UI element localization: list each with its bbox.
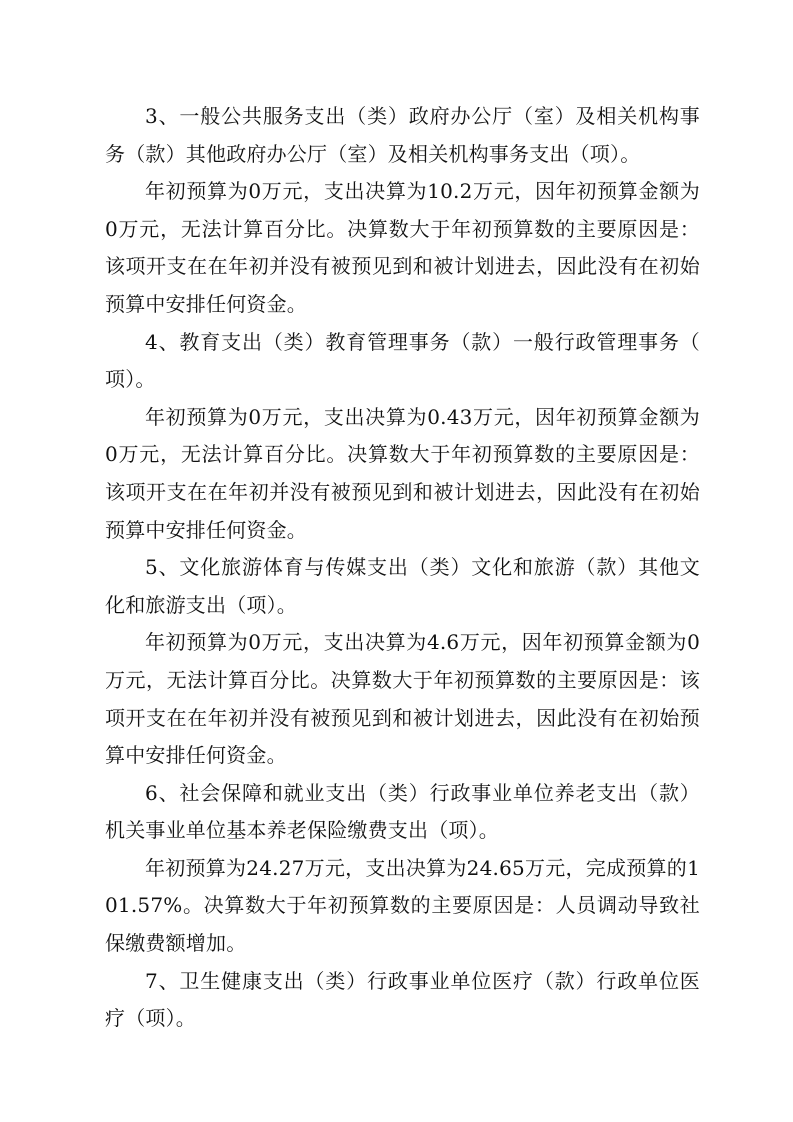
section-heading-7: 7、卫生健康支出（类）行政事业单位医疗（款）行政单位医疗（项）。	[105, 968, 700, 1031]
section-body-3: 年初预算为0万元，支出决算为10.2万元，因年初预算金额为0万元，无法计算百分比。决算数大于年初预算数的主要原因是：该项开支在在年初并没有被预见到和被计划进去，因此没有在初始预算中安排任何资金。	[105, 179, 700, 316]
section-body-4: 年初预算为0万元，支出决算为0.43万元，因年初预算金额为0万元，无法计算百分比。决算数大于年初预算数的主要原因是：该项开支在在年初并没有被预见到和被计划进去，因此没有在初始预算中安排任何资金。	[105, 404, 700, 542]
section-heading-4: 4、教育支出（类）教育管理事务（款）一般行政管理事务（项）。	[105, 329, 700, 392]
section-heading-3: 3、一般公共服务支出（类）政府办公厅（室）及相关机构事务（款）其他政府办公厅（室）及相关机构事务支出（项）。	[105, 104, 700, 166]
section-heading-5: 5、文化旅游体育与传媒支出（类）文化和旅游（款）其他文化和旅游支出（项）。	[105, 555, 700, 617]
section-body-6: 年初预算为24.27万元，支出决算为24.65万元，完成预算的101.57%。决算数大于年初预算数的主要原因是：人员调动导致社保缴费额增加。	[105, 855, 700, 956]
document-body	[105, 98, 700, 1038]
section-heading-6: 6、社会保障和就业支出（类）行政事业单位养老支出（款）机关事业单位基本养老保险缴费支出（项）。	[105, 780, 700, 843]
section-body-5: 年初预算为0万元，支出决算为4.6万元，因年初预算金额为0万元，无法计算百分比。决算数大于年初预算数的主要原因是：该项开支在在年初并没有被预见到和被计划进去，因此没有在初始预算中安排任何资金。	[105, 630, 700, 768]
